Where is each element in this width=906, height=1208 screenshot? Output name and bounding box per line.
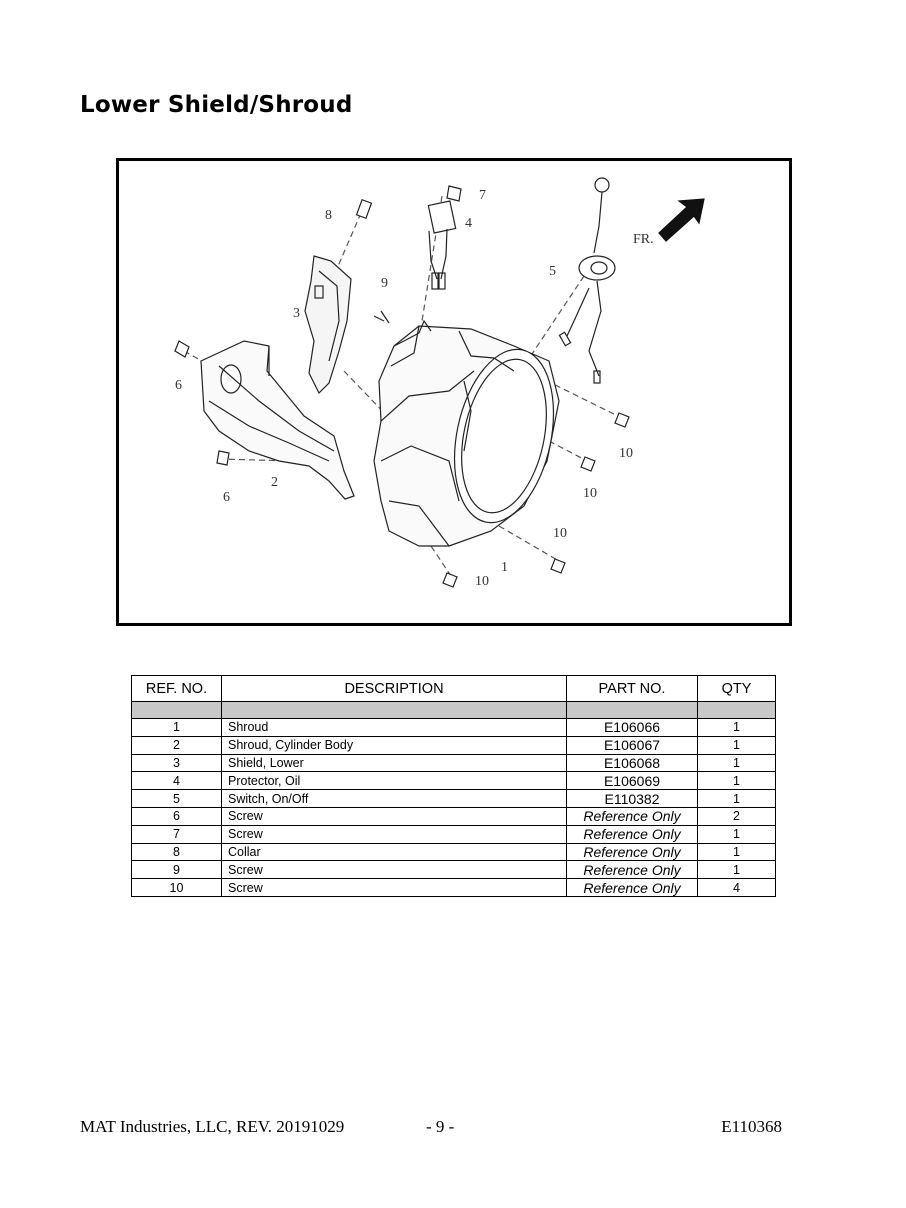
row-ref: 10 bbox=[132, 879, 222, 897]
row-ref: 3 bbox=[132, 754, 222, 772]
callout-1: 1 bbox=[501, 560, 508, 575]
row-description: Shield, Lower bbox=[222, 754, 567, 772]
parts-table bbox=[131, 675, 776, 897]
table-row bbox=[132, 807, 776, 825]
row-qty: 4 bbox=[698, 879, 776, 897]
callout-10a: 10 bbox=[619, 446, 633, 461]
row-qty: 1 bbox=[698, 790, 776, 808]
table-header-row bbox=[132, 676, 776, 702]
shroud-part bbox=[374, 321, 568, 546]
callout-10c: 10 bbox=[553, 526, 567, 541]
table-row bbox=[132, 879, 776, 897]
row-part-no: E106068 bbox=[567, 754, 698, 772]
lower-shield-part bbox=[305, 256, 351, 393]
table-row bbox=[132, 772, 776, 790]
row-description: Collar bbox=[222, 843, 567, 861]
table-row bbox=[132, 790, 776, 808]
exploded-parts-diagram bbox=[116, 158, 792, 626]
table-row bbox=[132, 736, 776, 754]
callout-7: 7 bbox=[479, 188, 486, 203]
row-part-no: Reference Only bbox=[567, 843, 698, 861]
header-part-no: PART NO. bbox=[567, 676, 698, 702]
row-ref: 9 bbox=[132, 861, 222, 879]
row-description: Switch, On/Off bbox=[222, 790, 567, 808]
header-description: DESCRIPTION bbox=[222, 676, 567, 702]
footer-page-number: - 9 - bbox=[426, 1117, 455, 1136]
row-qty: 1 bbox=[698, 843, 776, 861]
row-description: Screw bbox=[222, 861, 567, 879]
row-ref: 2 bbox=[132, 736, 222, 754]
fr-direction-label: FR. bbox=[633, 232, 654, 247]
header-qty: QTY bbox=[698, 676, 776, 702]
row-part-no: Reference Only bbox=[567, 825, 698, 843]
table-row bbox=[132, 843, 776, 861]
row-ref: 5 bbox=[132, 790, 222, 808]
table-row bbox=[132, 825, 776, 843]
row-qty: 1 bbox=[698, 736, 776, 754]
row-description: Screw bbox=[222, 807, 567, 825]
row-description: Screw bbox=[222, 879, 567, 897]
row-description: Screw bbox=[222, 825, 567, 843]
callout-10d: 10 bbox=[475, 574, 489, 589]
row-description: Shroud, Cylinder Body bbox=[222, 736, 567, 754]
row-description: Protector, Oil bbox=[222, 772, 567, 790]
footer-document-number: E110368 bbox=[721, 1117, 782, 1136]
callout-4: 4 bbox=[465, 216, 472, 231]
row-qty: 1 bbox=[698, 754, 776, 772]
row-ref: 4 bbox=[132, 772, 222, 790]
table-row bbox=[132, 861, 776, 879]
row-part-no: E106069 bbox=[567, 772, 698, 790]
callout-2: 2 bbox=[271, 475, 278, 490]
callout-6b: 6 bbox=[223, 490, 230, 505]
row-qty: 1 bbox=[698, 719, 776, 737]
row-ref: 8 bbox=[132, 843, 222, 861]
table-row bbox=[132, 719, 776, 737]
callout-10b: 10 bbox=[583, 486, 597, 501]
callout-6a: 6 bbox=[175, 378, 182, 393]
callout-8: 8 bbox=[325, 208, 332, 223]
header-ref-no: REF. NO. bbox=[132, 676, 222, 702]
callout-3: 3 bbox=[293, 306, 300, 321]
row-description: Shroud bbox=[222, 719, 567, 737]
oil-protector-part bbox=[428, 201, 455, 289]
row-part-no: E106066 bbox=[567, 719, 698, 737]
callout-5: 5 bbox=[549, 264, 556, 279]
row-part-no: E106067 bbox=[567, 736, 698, 754]
switch-part bbox=[559, 178, 615, 383]
row-qty: 1 bbox=[698, 825, 776, 843]
row-part-no: Reference Only bbox=[567, 861, 698, 879]
row-part-no: E110382 bbox=[567, 790, 698, 808]
diagram-drawing bbox=[119, 161, 789, 623]
row-qty: 1 bbox=[698, 772, 776, 790]
row-qty: 2 bbox=[698, 807, 776, 825]
row-qty: 1 bbox=[698, 861, 776, 879]
front-direction-arrow bbox=[659, 199, 704, 241]
footer-company-rev: MAT Industries, LLC, REV. 20191029 bbox=[80, 1117, 345, 1136]
table-shaded-band bbox=[132, 702, 776, 719]
row-ref: 1 bbox=[132, 719, 222, 737]
row-part-no: Reference Only bbox=[567, 879, 698, 897]
row-part-no: Reference Only bbox=[567, 807, 698, 825]
table-row bbox=[132, 754, 776, 772]
row-ref: 7 bbox=[132, 825, 222, 843]
row-ref: 6 bbox=[132, 807, 222, 825]
callout-9: 9 bbox=[381, 276, 388, 291]
page-title: Lower Shield/Shroud bbox=[80, 92, 353, 118]
